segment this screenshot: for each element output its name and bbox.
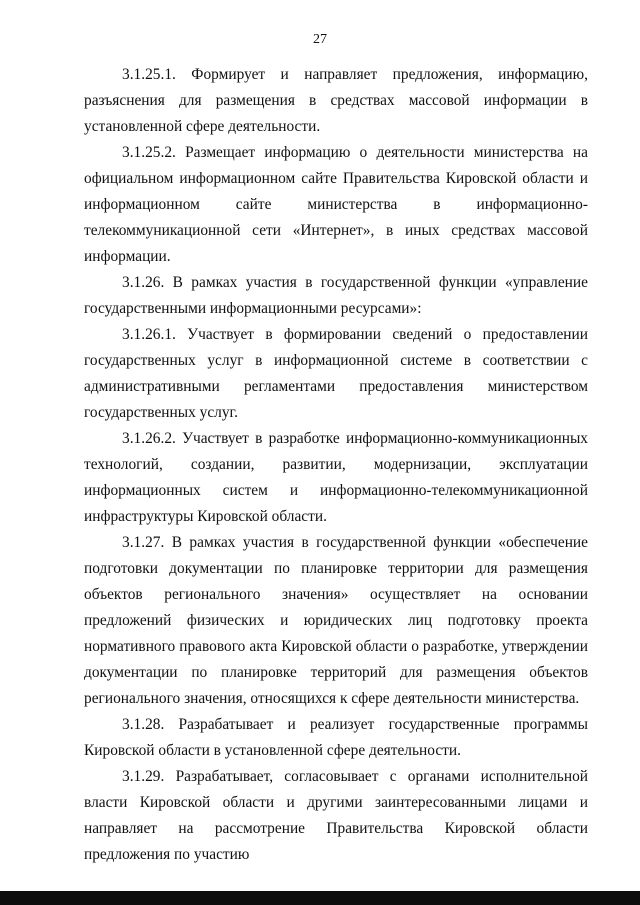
page-number: 27 (313, 32, 327, 47)
paragraph-3-1-26: 3.1.26. В рамках участия в государственной функции «управление государственными информационными ресурсами»: (84, 274, 588, 317)
paragraph-3-1-26-2: 3.1.26.2. Участвует в разработке информационно-коммуникационных технологий, создании, развитии, модернизации, эксплуатации информационных систем и информационно-телекоммуникационной инфраструктуры Кировской области. (84, 430, 588, 525)
document-body (84, 62, 588, 868)
paragraph-3-1-28: 3.1.28. Разрабатывает и реализует государственные программы Кировской области в установленной сфере деятельности. (84, 716, 588, 759)
paragraph-3-1-25-2: 3.1.25.2. Размещает информацию о деятельности министерства на официальном информационном сайте Правительства Кировской области и информационном сайте министерства в информационно-телекоммуникационной сети «Интернет», в иных средствах массовой информации. (84, 144, 588, 265)
scan-bottom-edge (0, 891, 640, 905)
paragraph-3-1-25-1: 3.1.25.1. Формирует и направляет предложения, информацию, разъяснения для размещения в средствах массовой информации в установленной сфере деятельности. (84, 66, 588, 135)
paragraph-3-1-27: 3.1.27. В рамках участия в государственной функции «обеспечение подготовки документации по планировке территории для размещения объектов регионального значения» осуществляет на основании предложений физических и юридических лиц подготовку проекта нормативного правового акта Кировской области о разработке, утверждении документации по планировке территорий для размещения объектов регионального значения, относящихся к сфере деятельности министерства. (84, 534, 588, 707)
paragraph-3-1-26-1: 3.1.26.1. Участвует в формировании сведений о предоставлении государственных услуг в информационной системе в соответствии с административными регламентами предоставления министерством государственных услуг. (84, 326, 588, 421)
paragraph-3-1-29: 3.1.29. Разрабатывает, согласовывает с органами исполнительной власти Кировской области и другими заинтересованными лицами и направляет на рассмотрение Правительства Кировской области предложения по участию (84, 768, 588, 863)
